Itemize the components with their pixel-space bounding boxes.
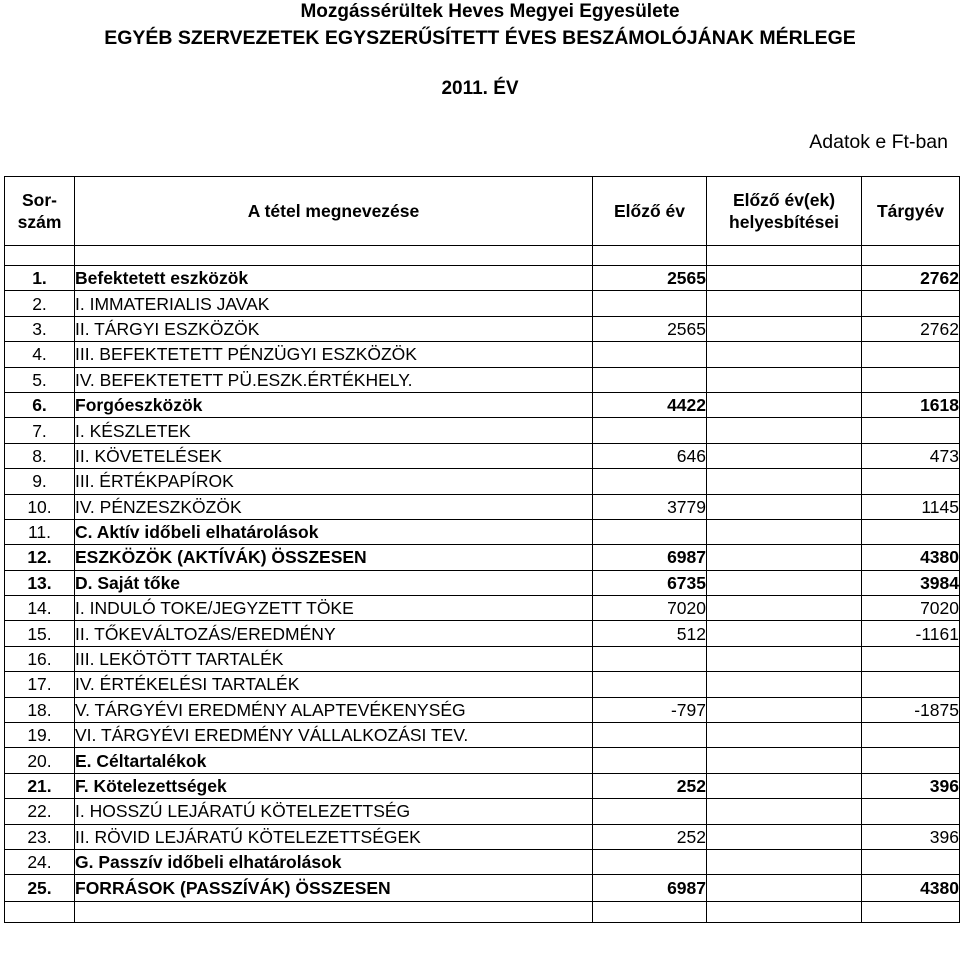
table-row: [5, 494, 960, 519]
table-row: [5, 799, 960, 824]
row-previous-year-value: 2565: [593, 266, 707, 291]
row-adjustment-value: [707, 266, 862, 291]
row-previous-year-value: [593, 646, 707, 671]
table-row: [5, 748, 960, 773]
table-row: [5, 443, 960, 468]
row-adjustment-value: [707, 570, 862, 595]
row-number: 16.: [5, 646, 75, 671]
table-row: [5, 596, 960, 621]
row-previous-year-value: 512: [593, 621, 707, 646]
row-previous-year-value: [593, 291, 707, 316]
row-adjustment-value: [707, 291, 862, 316]
row-number: 17.: [5, 672, 75, 697]
row-current-year-value: [862, 519, 960, 544]
report-title: EGYÉB SZERVEZETEK EGYSZERŰSÍTETT ÉVES BESZÁMOLÓJÁNAK MÉRLEGE: [104, 27, 856, 49]
table-row: [5, 418, 960, 443]
row-item-name: G. Passzív időbeli elhatárolások: [75, 849, 593, 874]
row-adjustment-value: [707, 799, 862, 824]
table-row: [5, 545, 960, 570]
row-adjustment-value: [707, 672, 862, 697]
row-adjustment-value: [707, 596, 862, 621]
table-row: [5, 469, 960, 494]
column-header-number: [5, 177, 75, 246]
column-header-adjustments-line1: Előző év(ek): [732, 190, 836, 210]
row-previous-year-value: [593, 849, 707, 874]
row-adjustment-value: [707, 646, 862, 671]
row-adjustment-value: [707, 697, 862, 722]
table-row: [5, 570, 960, 595]
row-previous-year-value: 646: [593, 443, 707, 468]
row-current-year-value: 1618: [862, 392, 960, 417]
table-row: [5, 697, 960, 722]
table-header-row: [5, 177, 960, 246]
row-adjustment-value: [707, 469, 862, 494]
report-year: 2011. ÉV: [441, 78, 519, 99]
row-number: 18.: [5, 697, 75, 722]
row-current-year-value: [862, 849, 960, 874]
row-adjustment-value: [707, 494, 862, 519]
table-footer-spacer-row: [5, 902, 960, 923]
row-number: 2.: [5, 291, 75, 316]
row-number: 14.: [5, 596, 75, 621]
row-previous-year-value: -797: [593, 697, 707, 722]
row-number: 8.: [5, 443, 75, 468]
column-header-adjustments: [707, 177, 862, 246]
row-number: 19.: [5, 723, 75, 748]
row-item-name: I. INDULÓ TOKE/JEGYZETT TÖKE: [75, 596, 593, 621]
row-number: 6.: [5, 392, 75, 417]
row-number: 3.: [5, 316, 75, 341]
row-current-year-value: 3984: [862, 570, 960, 595]
row-number: 13.: [5, 570, 75, 595]
row-adjustment-value: [707, 342, 862, 367]
row-number: 15.: [5, 621, 75, 646]
row-current-year-value: [862, 342, 960, 367]
row-current-year-value: 396: [862, 773, 960, 798]
row-previous-year-value: [593, 799, 707, 824]
row-previous-year-value: [593, 469, 707, 494]
row-current-year-value: 1145: [862, 494, 960, 519]
column-header-number-line2: szám: [17, 212, 62, 232]
row-current-year-value: 4380: [862, 545, 960, 570]
organization-name: Mozgássérültek Heves Megyei Egyesülete: [300, 1, 680, 22]
column-header-previous-year: Előző év: [593, 177, 707, 246]
row-previous-year-value: 7020: [593, 596, 707, 621]
row-item-name: IV. PÉNZESZKÖZÖK: [75, 494, 593, 519]
table-row: [5, 367, 960, 392]
table-row: [5, 392, 960, 417]
row-current-year-value: [862, 291, 960, 316]
row-item-name: IV. BEFEKTETETT PÜ.ESZK.ÉRTÉKHELY.: [75, 367, 593, 392]
row-number: 5.: [5, 367, 75, 392]
table-row: [5, 342, 960, 367]
header-spacer-row: [5, 246, 960, 266]
row-previous-year-value: [593, 418, 707, 443]
row-adjustment-value: [707, 367, 862, 392]
balance-sheet-table: [4, 176, 960, 923]
row-item-name: C. Aktív időbeli elhatárolások: [75, 519, 593, 544]
row-adjustment-value: [707, 748, 862, 773]
row-current-year-value: [862, 418, 960, 443]
row-number: 4.: [5, 342, 75, 367]
row-item-name: VI. TÁRGYÉVI EREDMÉNY VÁLLALKOZÁSI TEV.: [75, 723, 593, 748]
row-number: 12.: [5, 545, 75, 570]
table-row: [5, 723, 960, 748]
table-row: [5, 519, 960, 544]
row-item-name: V. TÁRGYÉVI EREDMÉNY ALAPTEVÉKENYSÉG: [75, 697, 593, 722]
row-current-year-value: 4380: [862, 875, 960, 902]
row-adjustment-value: [707, 316, 862, 341]
column-header-number-line1: Sor-: [22, 190, 57, 210]
row-number: 20.: [5, 748, 75, 773]
row-current-year-value: 7020: [862, 596, 960, 621]
row-number: 24.: [5, 849, 75, 874]
table-row: [5, 291, 960, 316]
row-previous-year-value: [593, 748, 707, 773]
row-adjustment-value: [707, 824, 862, 849]
column-header-adjustments-line2: helyesbítései: [729, 212, 839, 232]
row-number: 1.: [5, 266, 75, 291]
row-previous-year-value: 6987: [593, 545, 707, 570]
row-number: 9.: [5, 469, 75, 494]
row-item-name: II. RÖVID LEJÁRATÚ KÖTELEZETTSÉGEK: [75, 824, 593, 849]
row-item-name: Befektetett eszközök: [75, 266, 593, 291]
row-item-name: I. HOSSZÚ LEJÁRATÚ KÖTELEZETTSÉG: [75, 799, 593, 824]
row-previous-year-value: 6987: [593, 875, 707, 902]
row-number: 11.: [5, 519, 75, 544]
row-item-name: III. BEFEKTETETT PÉNZÜGYI ESZKÖZÖK: [75, 342, 593, 367]
row-number: 10.: [5, 494, 75, 519]
row-item-name: IV. ÉRTÉKELÉSI TARTALÉK: [75, 672, 593, 697]
row-previous-year-value: [593, 723, 707, 748]
row-adjustment-value: [707, 875, 862, 902]
row-current-year-value: 396: [862, 824, 960, 849]
row-current-year-value: -1875: [862, 697, 960, 722]
row-current-year-value: [862, 469, 960, 494]
row-previous-year-value: [593, 367, 707, 392]
row-number: 25.: [5, 875, 75, 902]
table-row: [5, 266, 960, 291]
column-header-name: A tétel megnevezése: [75, 177, 593, 246]
table-row: [5, 621, 960, 646]
table-row: [5, 773, 960, 798]
row-current-year-value: [862, 748, 960, 773]
row-previous-year-value: [593, 342, 707, 367]
row-previous-year-value: 252: [593, 773, 707, 798]
row-item-name: Forgóeszközök: [75, 392, 593, 417]
column-header-current-year: Tárgyév: [862, 177, 960, 246]
row-number: 7.: [5, 418, 75, 443]
row-current-year-value: [862, 799, 960, 824]
row-number: 21.: [5, 773, 75, 798]
row-current-year-value: 2762: [862, 266, 960, 291]
row-previous-year-value: 4422: [593, 392, 707, 417]
row-item-name: ESZKÖZÖK (AKTÍVÁK) ÖSSZESEN: [75, 545, 593, 570]
row-adjustment-value: [707, 545, 862, 570]
row-item-name: II. TÁRGYI ESZKÖZÖK: [75, 316, 593, 341]
table-row: [5, 672, 960, 697]
row-previous-year-value: [593, 672, 707, 697]
row-number: 22.: [5, 799, 75, 824]
table-row: [5, 849, 960, 874]
row-adjustment-value: [707, 723, 862, 748]
table-row: [5, 824, 960, 849]
table-row: [5, 875, 960, 902]
row-previous-year-value: 6735: [593, 570, 707, 595]
row-item-name: E. Céltartalékok: [75, 748, 593, 773]
row-number: 23.: [5, 824, 75, 849]
table-row: [5, 646, 960, 671]
row-adjustment-value: [707, 443, 862, 468]
row-previous-year-value: 3779: [593, 494, 707, 519]
row-current-year-value: [862, 646, 960, 671]
row-item-name: I. IMMATERIALIS JAVAK: [75, 291, 593, 316]
row-current-year-value: [862, 723, 960, 748]
units-note: Adatok e Ft-ban: [809, 131, 948, 153]
row-previous-year-value: [593, 519, 707, 544]
row-item-name: II. TŐKEVÁLTOZÁS/EREDMÉNY: [75, 621, 593, 646]
row-current-year-value: 2762: [862, 316, 960, 341]
row-item-name: FORRÁSOK (PASSZÍVÁK) ÖSSZESEN: [75, 875, 593, 902]
row-current-year-value: [862, 367, 960, 392]
table-row: [5, 316, 960, 341]
row-adjustment-value: [707, 621, 862, 646]
row-item-name: II. KÖVETELÉSEK: [75, 443, 593, 468]
row-adjustment-value: [707, 849, 862, 874]
row-current-year-value: -1161: [862, 621, 960, 646]
row-current-year-value: [862, 672, 960, 697]
row-item-name: F. Kötelezettségek: [75, 773, 593, 798]
row-adjustment-value: [707, 392, 862, 417]
row-previous-year-value: 2565: [593, 316, 707, 341]
row-adjustment-value: [707, 418, 862, 443]
row-item-name: III. ÉRTÉKPAPÍROK: [75, 469, 593, 494]
row-adjustment-value: [707, 519, 862, 544]
row-adjustment-value: [707, 773, 862, 798]
row-current-year-value: 473: [862, 443, 960, 468]
row-item-name: D. Saját tőke: [75, 570, 593, 595]
row-item-name: III. LEKÖTÖTT TARTALÉK: [75, 646, 593, 671]
row-item-name: I. KÉSZLETEK: [75, 418, 593, 443]
row-previous-year-value: 252: [593, 824, 707, 849]
